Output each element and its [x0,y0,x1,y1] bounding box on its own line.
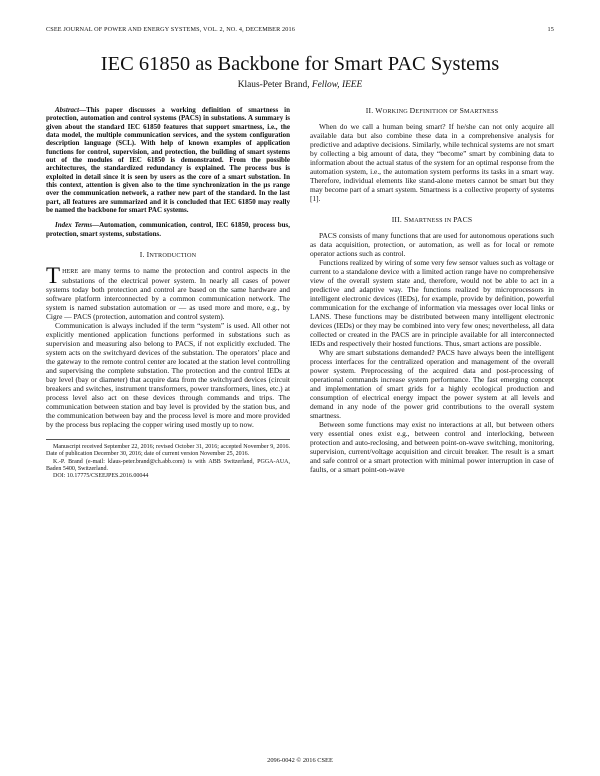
author-line [46,80,554,90]
footnotes [46,439,290,480]
index-terms-text: —Automation, communication, control, IEC 61850, process bus, protection, smart systems, substations. [46,221,291,238]
footnote-manuscript: Manuscript received September 22, 2016; revised October 31, 2016; accepted November 9, 2016. Date of publication December 30, 2016; date of current version November 25, 2016. [46,444,290,458]
index-terms-label: Index Terms [55,221,93,230]
author-name: Klaus-Peter Brand, [237,80,310,90]
drop-cap: T [46,263,61,289]
copyright-footer: 2096-0042 © 2016 CSEE [267,757,333,764]
intro-paragraph-1: THERE are many terms to name the protection and control aspects in the substations of the electrical power system. In nearly all cases of power systems today both protection and control are based on the same hardware and software platform interconnected by a common communication network. The system is named substation automation or — as used more and more, e.g., by Cigre — PACS (protection, automation and control system). [46,263,290,322]
section-heading-smartness-pacs: III. SMARTNESS IN PACS [391,215,473,224]
footnote-doi: DOI: 10.17775/CSEEJPES.2016.00044 [53,473,149,480]
right-column [310,106,554,481]
page-number: 15 [547,26,554,33]
pacs-paragraph-1: PACS consists of many functions that are used for autonomous operations such as data acquisition, protection, or automation, as well as for local or remote operator actions such as control. [310,231,554,258]
running-header [46,26,554,40]
index-terms [46,221,290,238]
section-heading-introduction: I. INTRODUCTION [139,250,197,260]
pacs-paragraph-4: Between some functions may exist no interactions at all, but between others very essential ones exist e.g., between control and interlocking, between protection and auto-reclosing, and between point-on-wave switching, monitoring, supervision, current/voltage acquisition and circuit breaker. The result is a smart and safe control or a smart protection with minimal power interruption in case of faults, or a smart point-on-wave [310,420,554,474]
paper-title: IEC 61850 as Backbone for Smart PAC Systems [100,53,500,75]
two-column-body [46,106,554,481]
abstract-text: —This paper discusses a working definition of smartness in protection, automation and control systems (PACS) in substations. A summary is given about the standard IEC 61850 features that support smartness, i.e., the data model, the multiple communication services, and the system configuration description language (SCL). With help of known examples of application functions for control, supervision, and protection, the building of smart systems out of the modules of IEC 61850 is demonstrated. From the possible architectures, the standardized redundancy is explained. The process bus is exploited in detail since it is seen by users as the core of a smart substation. In this context, attention is given also to the time synchronization in the µs range over the communication network, a rather new part of the standard. In the last part, all features are summarized and it is concluded that IEC 61850 may really be named the backbone for smart PAC systems. [46,106,290,215]
section-heading-definition: II. WORKING DEFINITION OF SMARTNESS [365,106,499,115]
abstract-label: Abstract [55,106,80,114]
author-role: Fellow, IEEE [311,80,363,90]
intro-paragraph-2: Communication is always included if the term “system” is used. All other not explicitly mentioned application functions performed in substations such as supervision and measuring also belong to PACS, if not explicitly excluded. The system acts on the switchyard devices of the substation. The operators’ place and the gateway to the remote control center are located at the station level controlling and supervising the complete substation. The protection and the control IEDs at bay level (bay or diameter) that acquire data from the switchyard devices (circuit breakers and switches, instrument transformers, power transformers, lines, etc.) at process level also act on these devices through commands and trips. The communication between station and bay level is provided by the station bus, and the communication between bay and the process level is more and more provided by the process bus replacing the copper wiring used mostly up to now. [46,321,290,430]
footnote-affiliation: K.-P. Brand (e-mail: klaus-peter.brand@ch.abb.com) is with ABB Switzerland, PGGA-AUA, Baden 5400, Switzerland. [46,458,290,473]
abstract [46,106,290,214]
left-column [46,106,290,481]
pacs-paragraph-2: Functions realized by wiring of some very few sensor values such as voltage or current to a standalone device with a limited action range have no comprehensive view of the overall system state and, therefore, would not be able to act in a predictive and adaptive way. The functions realized by microprocessors in intelligent electronic devices (IEDs), for example, provide by definition, powerful communication for the exchange of information via messages over local links or LANS. These functions may be distributed between many intelligent electronic devices (IEDs) or they may be combined into very few ones; nevertheless, all data collected or created in the PACS are in principle available for all interconnected IEDs and respectively their hosted functions. Thus, smart actions are possible. [310,258,554,348]
pacs-paragraph-3: Why are smart substations demanded? PACS have always been the intelligent process interfaces for the centralized operation and management of the overall power system. Preprocessing of the acquired data and post-processing of operational commands increase system performance. The fast emerging concept and implementation of smart grids for a highly ecological production and consumption of electrical energy impact the power system at all levels and demand in any node of the power grid contributions to the overall system smartness. [310,348,554,420]
journal-name: CSEE JOURNAL OF POWER AND ENERGY SYSTEMS, VOL. 2, NO. 4, DECEMBER 2016 [46,26,296,33]
definition-paragraph: When do we call a human being smart? If he/she can not only acquire all available data but also combine these data in a comprehensive analysis for predictive and adaptive decisions. Similarly, while technical systems are not smart by collecting a big amount of data, they “become” smart by combining data to information about the actual status of the system for an optimal response from the automation system, i.e., the automation system performs its tasks in a smart way. Therefore, individual elements like stand-alone meters cannot be smart but they may become part of a smart system. Smartness is a collective property of systems [1]. [310,122,554,203]
